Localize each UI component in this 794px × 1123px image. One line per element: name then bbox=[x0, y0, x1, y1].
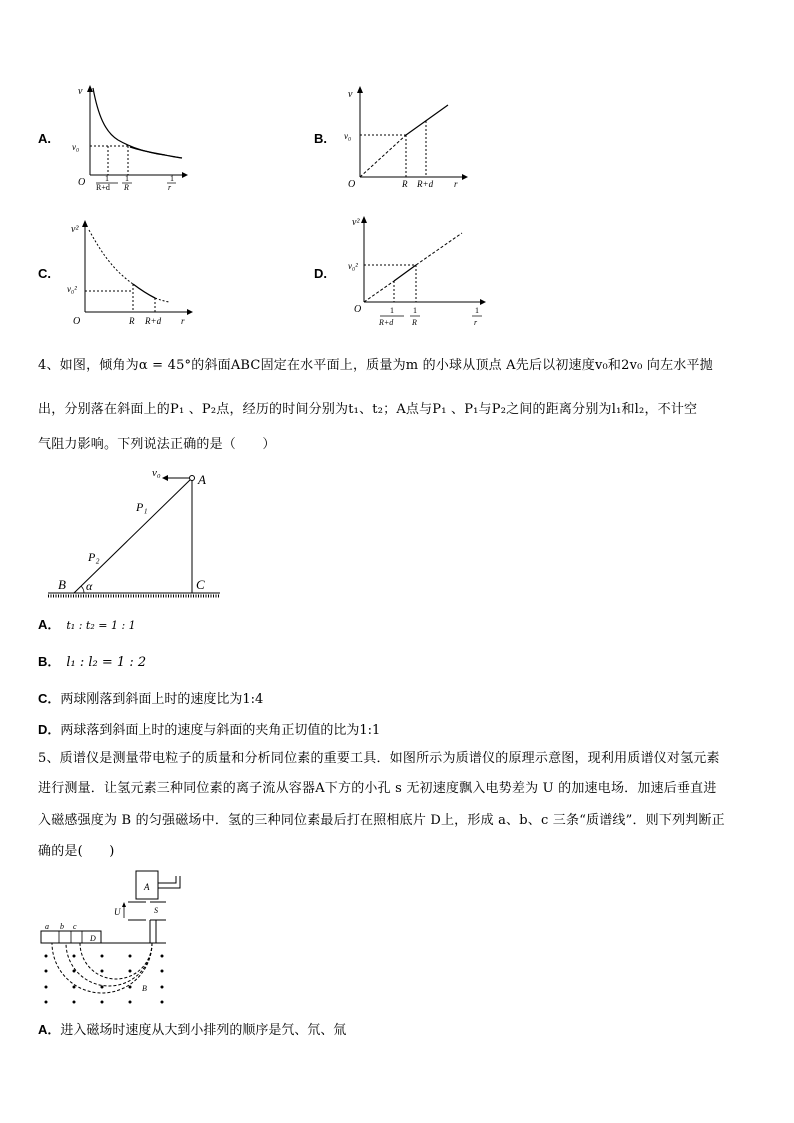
graph-c bbox=[63, 220, 193, 330]
graph-a-y-label: v bbox=[78, 86, 83, 97]
graph-b-y-label: v bbox=[348, 89, 353, 100]
graph-d-x-den: r bbox=[474, 318, 478, 327]
graph-b-letter: B. bbox=[314, 131, 327, 146]
graph-a-x-num: 1 bbox=[170, 174, 174, 183]
q5-fig-D: D bbox=[90, 934, 96, 943]
q5-fig-A: A bbox=[144, 882, 150, 892]
q5-fig-B: B bbox=[142, 984, 147, 993]
graph-a-tick2-den: R bbox=[124, 183, 129, 190]
q5-text-line1: 5、质谱仪是测量带电粒子的质量和分析同位素的重要工具．如图所示为质谱仪的原理示意图，现利用质谱仪对氢元素 bbox=[38, 751, 720, 766]
graph-d-tick2-den: R bbox=[412, 318, 417, 327]
graph-a-v0: v₀ bbox=[72, 142, 80, 152]
q4-text-line2: 出，分别落在斜面上的P₁ 、P₂点，经历的时间分别为t₁、t₂；A点与P₁ 、P₁与P₂之间的距离分别为l₁和l₂，不计空 bbox=[38, 402, 698, 417]
q5-mass-spectrometer-figure bbox=[38, 868, 188, 1010]
q4-option-b-text: l₁ : l₂ = 1 : 2 bbox=[66, 655, 147, 670]
graph-c-tick1: R bbox=[129, 316, 135, 326]
q4-option-a[interactable]: A． t₁ : t₂ = 1 : 1 bbox=[38, 617, 136, 632]
graph-a-origin: O bbox=[78, 177, 86, 188]
graph-a-x-den: r bbox=[168, 183, 172, 190]
graph-a bbox=[70, 80, 190, 190]
q4-option-b[interactable]: B． l₁ : l₂ = 1 : 2 bbox=[38, 654, 147, 670]
q4-fig-alpha: α bbox=[86, 579, 93, 593]
q5-fig-b: b bbox=[60, 922, 64, 931]
q4-text-line3: 气阻力影响。下列说法正确的是（ ） bbox=[38, 437, 276, 452]
q4-fig-P1: P₁ bbox=[136, 500, 148, 514]
graph-b-tick1: R bbox=[402, 179, 408, 189]
graph-a-tick2-num: 1 bbox=[125, 174, 129, 183]
q4-option-d[interactable]: D．两球落到斜面上时的速度与斜面的夹角正切值的比为1:1 bbox=[38, 722, 381, 738]
graph-d-letter: D. bbox=[314, 266, 327, 281]
q5-fig-a: a bbox=[45, 922, 49, 931]
q4-fig-B: B bbox=[58, 577, 66, 592]
q5-text-line3: 入磁感强度为 B 的匀强磁场中．氢的三种同位素最后打在照相底片 D上，形成 a、b、c 三条“质谱线”．则下列判断正 bbox=[38, 813, 725, 828]
graph-b-v0: v₀ bbox=[344, 131, 352, 141]
graph-b-tick2: R+d bbox=[417, 179, 434, 189]
q5-fig-c: c bbox=[73, 922, 77, 931]
q4-fig-P2: P₂ bbox=[88, 550, 100, 564]
q5-option-a-text: 进入磁场时速度从大到小排列的顺序是氕、氘、氚 bbox=[60, 1023, 347, 1038]
graph-c-tick2: R+d bbox=[145, 316, 162, 326]
q5-option-a[interactable]: A．进入磁场时速度从大到小排列的顺序是氕、氘、氚 bbox=[38, 1022, 347, 1038]
q5-text-line2: 进行测量．让氢元素三种同位素的离子流从容器A下方的小孔 s 无初速度飘入电势差为 U 的加速电场．加速后垂直进 bbox=[38, 781, 717, 796]
graph-d-tick1-num: 1 bbox=[390, 306, 394, 315]
q4-option-c-text: 两球刚落到斜面上时的速度比为1:4 bbox=[60, 692, 264, 707]
q5-fig-U: U bbox=[114, 907, 121, 917]
q4-text-line1: 4、如图，倾角为α = 45°的斜面ABC固定在水平面上，质量为m 的小球从顶点 A先后以初速度v₀和2v₀ 向左水平抛 bbox=[38, 358, 713, 373]
graph-c-origin: O bbox=[73, 316, 81, 327]
q4-fig-A: A bbox=[198, 472, 206, 487]
graph-b-x-label: r bbox=[454, 179, 458, 189]
graph-d-tick1-den: R+d bbox=[379, 318, 394, 327]
q4-option-a-text: t₁ : t₂ = 1 : 1 bbox=[66, 619, 136, 632]
graph-a-tick1-num: 1 bbox=[105, 174, 109, 183]
graph-b bbox=[340, 85, 470, 190]
graph-d bbox=[344, 213, 489, 333]
graph-c-y-label: v² bbox=[71, 224, 79, 235]
q4-option-c[interactable]: C．两球刚落到斜面上时的速度比为1:4 bbox=[38, 691, 264, 707]
q4-incline-figure bbox=[44, 466, 224, 602]
q4-fig-C: C bbox=[196, 577, 205, 592]
graph-a-tick1-den: R+d bbox=[96, 183, 110, 190]
q5-text-line4: 确的是( ) bbox=[38, 844, 115, 859]
graph-a-letter: A. bbox=[38, 131, 51, 146]
graph-d-v0sq: v₀² bbox=[348, 261, 358, 271]
graph-d-origin: O bbox=[354, 304, 362, 315]
graph-c-x-label: r bbox=[181, 316, 185, 326]
q4-option-d-text: 两球落到斜面上时的速度与斜面的夹角正切值的比为1:1 bbox=[60, 723, 381, 738]
graph-d-x-num: 1 bbox=[475, 306, 479, 315]
graph-c-letter: C. bbox=[38, 266, 51, 281]
q5-fig-S: S bbox=[154, 906, 158, 915]
graph-b-origin: O bbox=[348, 179, 356, 190]
graph-d-tick2-num: 1 bbox=[413, 306, 417, 315]
q4-fig-v0: v₀ bbox=[152, 467, 161, 479]
graph-d-y-label: v² bbox=[352, 217, 360, 228]
graph-c-v0sq: v₀² bbox=[67, 284, 77, 294]
